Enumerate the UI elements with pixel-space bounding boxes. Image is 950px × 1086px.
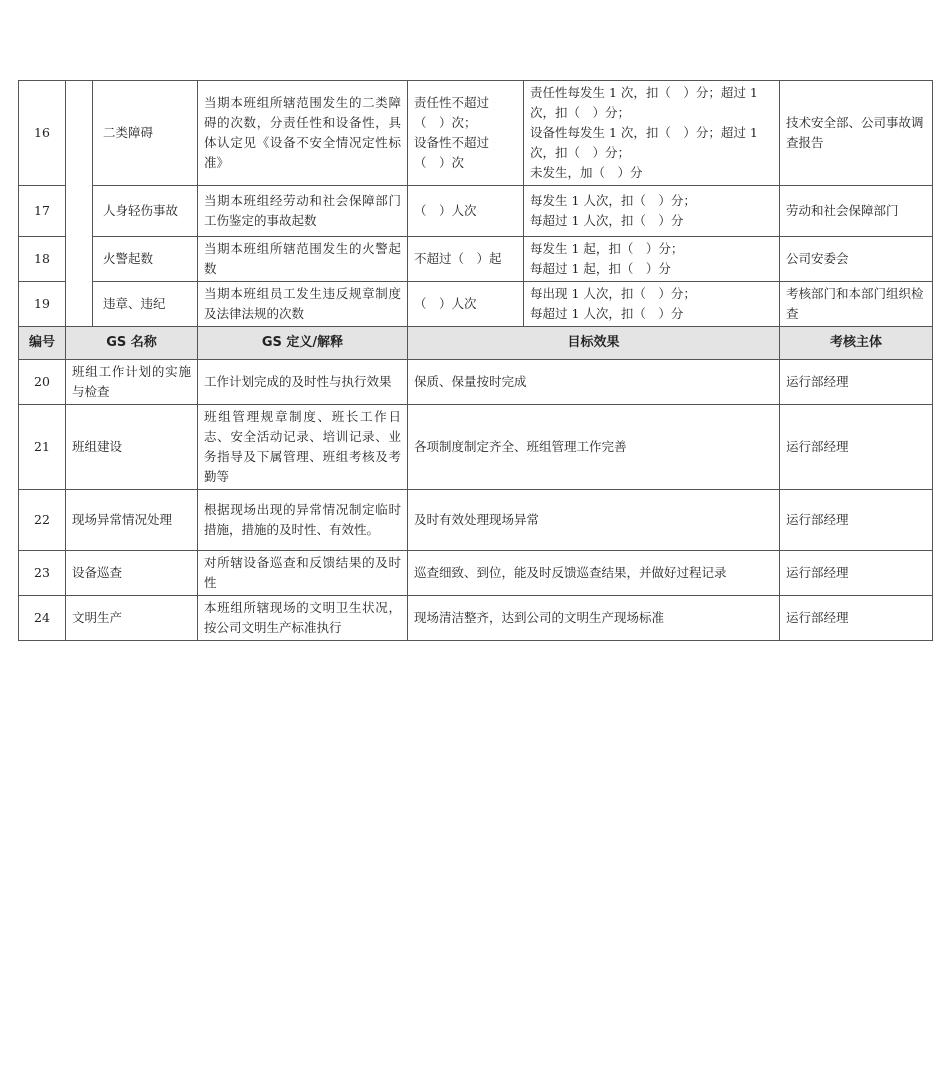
indicator-target: 不超过（ ）起 <box>408 237 524 282</box>
row-number: 21 <box>19 405 66 490</box>
gs-name: 班组建设 <box>66 405 198 490</box>
indicator-data-source: 公司安委会 <box>780 237 933 282</box>
gs-header-row <box>19 327 933 360</box>
indicator-definition: 当期本班组经劳动和社会保障部门工伤鉴定的事故起数 <box>198 186 408 237</box>
table-row <box>19 490 933 551</box>
indicator-definition: 当期本班组所辖范围发生的二类障碍的次数，分责任性和设备性，具体认定见《设备不安全情况定性标准》 <box>198 81 408 186</box>
table-row <box>19 596 933 641</box>
indicator-data-source: 技术安全部、公司事故调查报告 <box>780 81 933 186</box>
gs-target: 现场清洁整齐，达到公司的文明生产现场标准 <box>408 596 780 641</box>
gs-name: 班组工作计划的实施与检查 <box>66 360 198 405</box>
kpi-table <box>18 80 933 641</box>
table-row <box>19 360 933 405</box>
gs-owner: 运行部经理 <box>780 405 933 490</box>
indicator-target: 责任性不超过（ ）次； 设备性不超过（ ）次 <box>408 81 524 186</box>
gs-name: 现场异常情况处理 <box>66 490 198 551</box>
row-number: 24 <box>19 596 66 641</box>
gs-target: 及时有效处理现场异常 <box>408 490 780 551</box>
indicator-name: 火警起数 <box>93 237 198 282</box>
row-number: 20 <box>19 360 66 405</box>
indicator-target: （ ）人次 <box>408 282 524 327</box>
header-gs-definition: GS 定义/解释 <box>198 327 408 360</box>
indicator-name: 违章、违纪 <box>93 282 198 327</box>
indicator-data-source: 劳动和社会保障部门 <box>780 186 933 237</box>
row-number: 19 <box>19 282 66 327</box>
indicator-target: （ ）人次 <box>408 186 524 237</box>
table-row <box>19 405 933 490</box>
gs-definition: 班组管理规章制度、班长工作日志、安全活动记录、培训记录、业务指导及下属管理、班组考核及考勤等 <box>198 405 408 490</box>
header-number: 编号 <box>19 327 66 360</box>
indicator-scoring: 每发生 1 起，扣（ ）分； 每超过 1 起，扣（ ）分 <box>524 237 780 282</box>
indicator-scoring: 每发生 1 人次，扣（ ）分； 每超过 1 人次，扣（ ）分 <box>524 186 780 237</box>
gs-definition: 本班组所辖现场的文明卫生状况，按公司文明生产标准执行 <box>198 596 408 641</box>
gs-name: 文明生产 <box>66 596 198 641</box>
indicator-name: 二类障碍 <box>93 81 198 186</box>
header-target: 目标效果 <box>408 327 780 360</box>
table-row <box>19 282 933 327</box>
gs-owner: 运行部经理 <box>780 360 933 405</box>
gs-target: 各项制度制定齐全、班组管理工作完善 <box>408 405 780 490</box>
gs-definition: 根据现场出现的异常情况制定临时措施，措施的及时性、有效性。 <box>198 490 408 551</box>
gs-name: 设备巡查 <box>66 551 198 596</box>
header-gs-name: GS 名称 <box>66 327 198 360</box>
gs-target: 巡查细致、到位，能及时反馈巡查结果，并做好过程记录 <box>408 551 780 596</box>
indicator-definition: 当期本班组员工发生违反规章制度及法律法规的次数 <box>198 282 408 327</box>
row-number: 17 <box>19 186 66 237</box>
row-number: 16 <box>19 81 66 186</box>
gs-owner: 运行部经理 <box>780 596 933 641</box>
header-owner: 考核主体 <box>780 327 933 360</box>
table-row <box>19 551 933 596</box>
indicator-data-source: 考核部门和本部门组织检查 <box>780 282 933 327</box>
gs-owner: 运行部经理 <box>780 551 933 596</box>
gs-owner: 运行部经理 <box>780 490 933 551</box>
indicator-scoring: 责任性每发生 1 次，扣（ ）分；超过 1 次，扣（ ）分； 设备性每发生 1 次，扣（ ）分；超过 1 次，扣（ ）分； 未发生，加（ ）分 <box>524 81 780 186</box>
category-merged-cell <box>66 81 93 327</box>
row-number: 22 <box>19 490 66 551</box>
gs-target: 保质、保量按时完成 <box>408 360 780 405</box>
table-row <box>19 81 933 186</box>
indicator-definition: 当期本班组所辖范围发生的火警起数 <box>198 237 408 282</box>
gs-definition: 对所辖设备巡查和反馈结果的及时性 <box>198 551 408 596</box>
table-row <box>19 237 933 282</box>
gs-definition: 工作计划完成的及时性与执行效果 <box>198 360 408 405</box>
table-row <box>19 186 933 237</box>
row-number: 18 <box>19 237 66 282</box>
indicator-scoring: 每出现 1 人次，扣（ ）分； 每超过 1 人次，扣（ ）分 <box>524 282 780 327</box>
row-number: 23 <box>19 551 66 596</box>
indicator-name: 人身轻伤事故 <box>93 186 198 237</box>
